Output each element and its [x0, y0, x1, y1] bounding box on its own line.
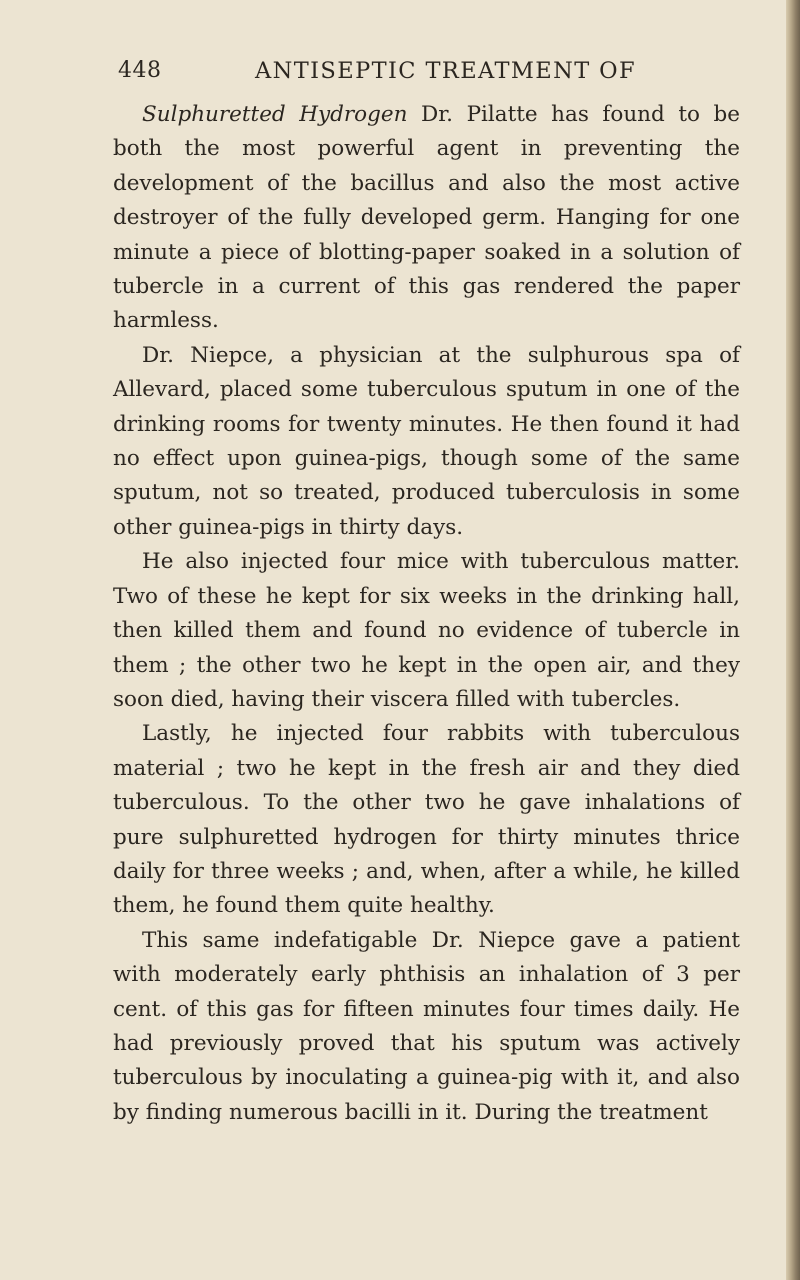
paragraph: Lastly, he injected four rabbits with tuberculous material ; two he kept in the fresh air and they died tuberculous. To the other two he gave inhalations of pure sulphuretted hydrogen for thirty minutes thrice daily for three weeks ; and, when, after a while, he killed them, he found them quite healthy. [113, 721, 740, 919]
page-header [0, 58, 800, 92]
paragraph [113, 98, 740, 339]
paragraph-text: Dr. Pilatte has found to be both the most powerful agent in preventing the development of the bacillus and also the most active destroyer of the fully developed germ. Hanging for one minute a piece of blotting-paper soaked in a solution of tubercle in a current of this gas rendered the paper harmless. [113, 102, 740, 334]
paragraph: Dr. Niepce, a physician at the sulphurous spa of Allevard, placed some tuberculous sputum in one of the drinking rooms for twenty minutes. He then found it had no effect upon guinea-pigs, though some of the same sputum, not so treated, produced tuberculosis in some other guinea-pigs in thirty days. [113, 342, 740, 540]
paragraph: He also injected four mice with tuberculous matter. Two of these he kept for six weeks in the drinking hall, then killed them and found no evidence of tubercle in them ; the other two he kept in the open air, and they soon died, having their viscera filled with tubercles. [113, 549, 740, 712]
page-number: 448 [118, 58, 162, 83]
page-edge-shadow [786, 0, 800, 1280]
body-text [113, 98, 740, 1130]
paragraph: This same indefatigable Dr. Niepce gave a patient with moderately early phthisis an inhalation of 3 per cent. of this gas for fifteen minutes four times daily. He had previously proved that his sputum was actively tuberculous by inoculating a guinea-pig with it, and also by finding numerous bacilli in it. During the treatment [113, 927, 740, 1125]
running-head: ANTISEPTIC TREATMENT OF [255, 58, 637, 84]
section-term: Sulphuretted Hydrogen [142, 102, 408, 127]
